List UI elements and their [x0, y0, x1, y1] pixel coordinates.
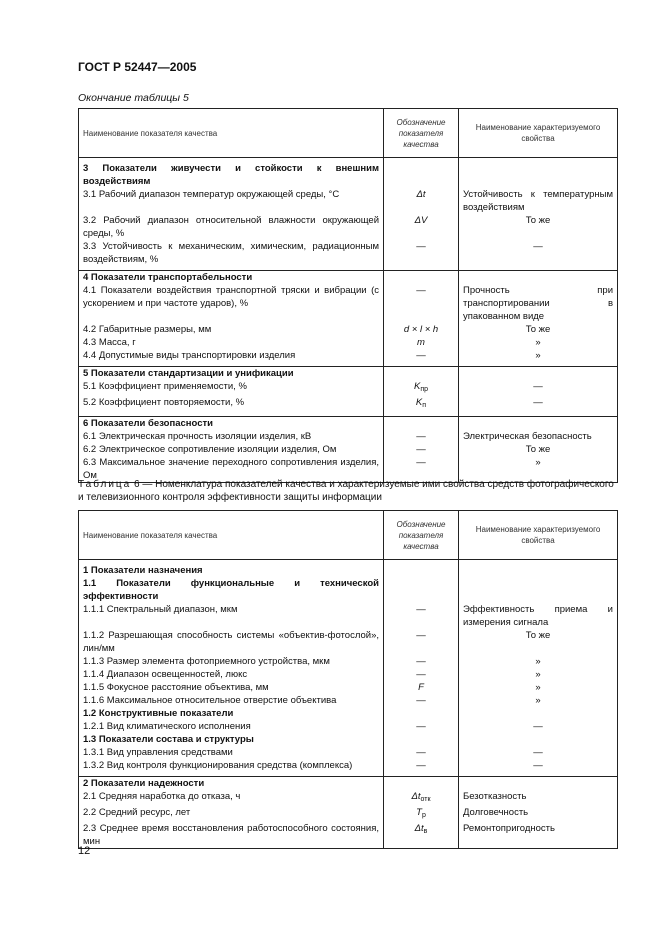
column-header-symbol: Обозначение показателя качества: [384, 511, 459, 560]
table-row: [79, 720, 618, 733]
subsection-title: 1.2 Конструктивные показатели: [79, 707, 384, 720]
indicator-name: 2.1 Средняя наработка до отказа, ч: [79, 790, 384, 806]
indicator-name: 1.1.6 Максимальное относительное отверстие объектива: [79, 694, 384, 707]
indicator-symbol: ΔV: [384, 214, 459, 240]
indicator-symbol: F: [384, 681, 459, 694]
table-row: [79, 349, 618, 362]
indicator-symbol: —: [384, 694, 459, 707]
section-row: [79, 271, 618, 285]
indicator-name: 4.3 Масса, г: [79, 336, 384, 349]
property-name: Электрическая безопасность: [459, 430, 618, 443]
indicator-symbol: —: [384, 629, 459, 655]
indicator-symbol: $K_{пр}$: [384, 380, 459, 396]
indicator-symbol: m: [384, 336, 459, 349]
indicator-symbol: —: [384, 746, 459, 759]
indicator-symbol: —: [384, 443, 459, 456]
indicator-symbol: $T_р$: [384, 806, 459, 822]
property-name: »: [459, 668, 618, 681]
property-name: То же: [459, 214, 618, 240]
subsection-title: 1.1 Показатели функциональные и технической эффективности: [79, 577, 384, 603]
indicator-name: 4.4 Допустимые виды транспортировки изделия: [79, 349, 384, 362]
section-title: 6 Показатели безопасности: [79, 417, 384, 431]
property-name: »: [459, 694, 618, 707]
indicator-name: 3.2 Рабочий диапазон относительной влажности окружающей среды, %: [79, 214, 384, 240]
column-header-property: Наименование характеризуемого свойства: [459, 109, 618, 158]
table5: [78, 108, 618, 483]
property-name: —: [459, 746, 618, 759]
table-row: [79, 668, 618, 681]
property-name: Прочность при транспортировании в упакованном виде: [459, 284, 618, 323]
indicator-symbol: d × l × h: [384, 323, 459, 336]
indicator-name: 5.2 Коэффициент повторяемости, %: [79, 396, 384, 412]
indicator-name: 1.1.2 Разрешающая способность системы «объектив-фотослой», лин/мм: [79, 629, 384, 655]
section-title: 1 Показатели назначения: [79, 564, 384, 577]
table5-caption: Окончание таблицы 5: [78, 92, 189, 104]
indicator-name: 2.2 Средний ресурс, лет: [79, 806, 384, 822]
property-name: »: [459, 456, 618, 483]
table-row: [79, 188, 618, 214]
property-name: То же: [459, 629, 618, 655]
table-row: [79, 603, 618, 629]
indicator-symbol: Δt: [384, 188, 459, 214]
section-row: [79, 417, 618, 431]
table-row: [79, 336, 618, 349]
table-row: [79, 284, 618, 323]
indicator-name: 6.1 Электрическая прочность изоляции изделия, кВ: [79, 430, 384, 443]
table-row: [79, 790, 618, 806]
indicator-name: 4.2 Габаритные размеры, мм: [79, 323, 384, 336]
property-name: То же: [459, 323, 618, 336]
indicator-name: 6.3 Максимальное значение переходного сопротивления изделия, Ом: [79, 456, 384, 483]
indicator-symbol: —: [384, 430, 459, 443]
table-row: [79, 759, 618, 772]
section-row: [79, 162, 618, 188]
table-row: [79, 822, 618, 849]
property-name: То же: [459, 443, 618, 456]
table-row: [79, 681, 618, 694]
indicator-name: 1.1.1 Спектральный диапазон, мкм: [79, 603, 384, 629]
indicator-name: 3.3 Устойчивость к механическим, химическим, радиационным воздействиям, %: [79, 240, 384, 266]
property-name: »: [459, 349, 618, 362]
indicator-symbol: —: [384, 603, 459, 629]
table-row: [79, 380, 618, 396]
table-row: [79, 655, 618, 668]
indicator-name: 1.2.1 Вид климатического исполнения: [79, 720, 384, 733]
table6-caption: Таблица 6 — Номенклатура показателей качества и характеризуемые ими свойства средств фотографического и телевизионного контроля эффективности защиты информации: [78, 479, 614, 503]
section-title: 5 Показатели стандартизации и унификации: [79, 367, 384, 381]
indicator-symbol: —: [384, 720, 459, 733]
indicator-symbol: —: [384, 240, 459, 266]
property-name: Устойчивость к температурным воздействиям: [459, 188, 618, 214]
document-header: ГОСТ Р 52447—2005: [78, 60, 197, 74]
indicator-symbol: —: [384, 284, 459, 323]
property-name: Ремонтопригодность: [459, 822, 618, 849]
column-header-name: Наименование показателя качества: [79, 109, 384, 158]
property-name: Эффективность приема и измерения сигнала: [459, 603, 618, 629]
column-header-name: Наименование показателя качества: [79, 511, 384, 560]
column-header-property: Наименование характеризуемого свойства: [459, 511, 618, 560]
indicator-name: 2.3 Среднее время восстановления работоспособного состояния, мин: [79, 822, 384, 849]
property-name: —: [459, 759, 618, 772]
table-row: [79, 694, 618, 707]
table-row: [79, 629, 618, 655]
table6: [78, 510, 618, 849]
indicator-name: 5.1 Коэффициент применяемости, %: [79, 380, 384, 396]
table-row: [79, 396, 618, 412]
indicator-symbol: $K_п$: [384, 396, 459, 412]
indicator-name: 1.3.2 Вид контроля функционирования средства (комплекса): [79, 759, 384, 772]
table-row: [79, 214, 618, 240]
section-row: [79, 367, 618, 381]
property-name: —: [459, 396, 618, 412]
indicator-symbol: —: [384, 655, 459, 668]
table-row: [79, 430, 618, 443]
property-name: Безотказность: [459, 790, 618, 806]
indicator-symbol: —: [384, 668, 459, 681]
table-row: [79, 443, 618, 456]
section-title: 3 Показатели живучести и стойкости к внешним воздействиям: [79, 162, 384, 188]
table-row: [79, 323, 618, 336]
indicator-name: 6.2 Электрическое сопротивление изоляции изделия, Ом: [79, 443, 384, 456]
property-name: —: [459, 380, 618, 396]
indicator-name: 3.1 Рабочий диапазон температур окружающей среды, °С: [79, 188, 384, 214]
table-row: [79, 240, 618, 266]
table-row: [79, 746, 618, 759]
indicator-symbol: —: [384, 456, 459, 483]
indicator-name: 1.1.5 Фокусное расстояние объектива, мм: [79, 681, 384, 694]
property-name: »: [459, 655, 618, 668]
page-number: 12: [78, 845, 91, 857]
section-title: 4 Показатели транспортабельности: [79, 271, 384, 285]
indicator-name: 1.1.3 Размер элемента фотоприемного устройства, мкм: [79, 655, 384, 668]
section-title: 2 Показатели надежности: [79, 777, 384, 791]
indicator-name: 1.3.1 Вид управления средствами: [79, 746, 384, 759]
property-name: —: [459, 240, 618, 266]
indicator-name: 1.1.4 Диапазон освещенностей, люкс: [79, 668, 384, 681]
property-name: Долговечность: [459, 806, 618, 822]
indicator-symbol: —: [384, 349, 459, 362]
table-row: [79, 806, 618, 822]
subsection-title: 1.3 Показатели состава и структуры: [79, 733, 384, 746]
property-name: »: [459, 681, 618, 694]
indicator-symbol: $\Delta t_{отк}$: [384, 790, 459, 806]
indicator-symbol: $\Delta t_в$: [384, 822, 459, 849]
column-header-symbol: Обозначение показателя качества: [384, 109, 459, 158]
property-name: —: [459, 720, 618, 733]
indicator-name: 4.1 Показатели воздействия транспортной тряски и вибрации (с ускорением и при частоте ударов), %: [79, 284, 384, 323]
indicator-symbol: —: [384, 759, 459, 772]
property-name: »: [459, 336, 618, 349]
